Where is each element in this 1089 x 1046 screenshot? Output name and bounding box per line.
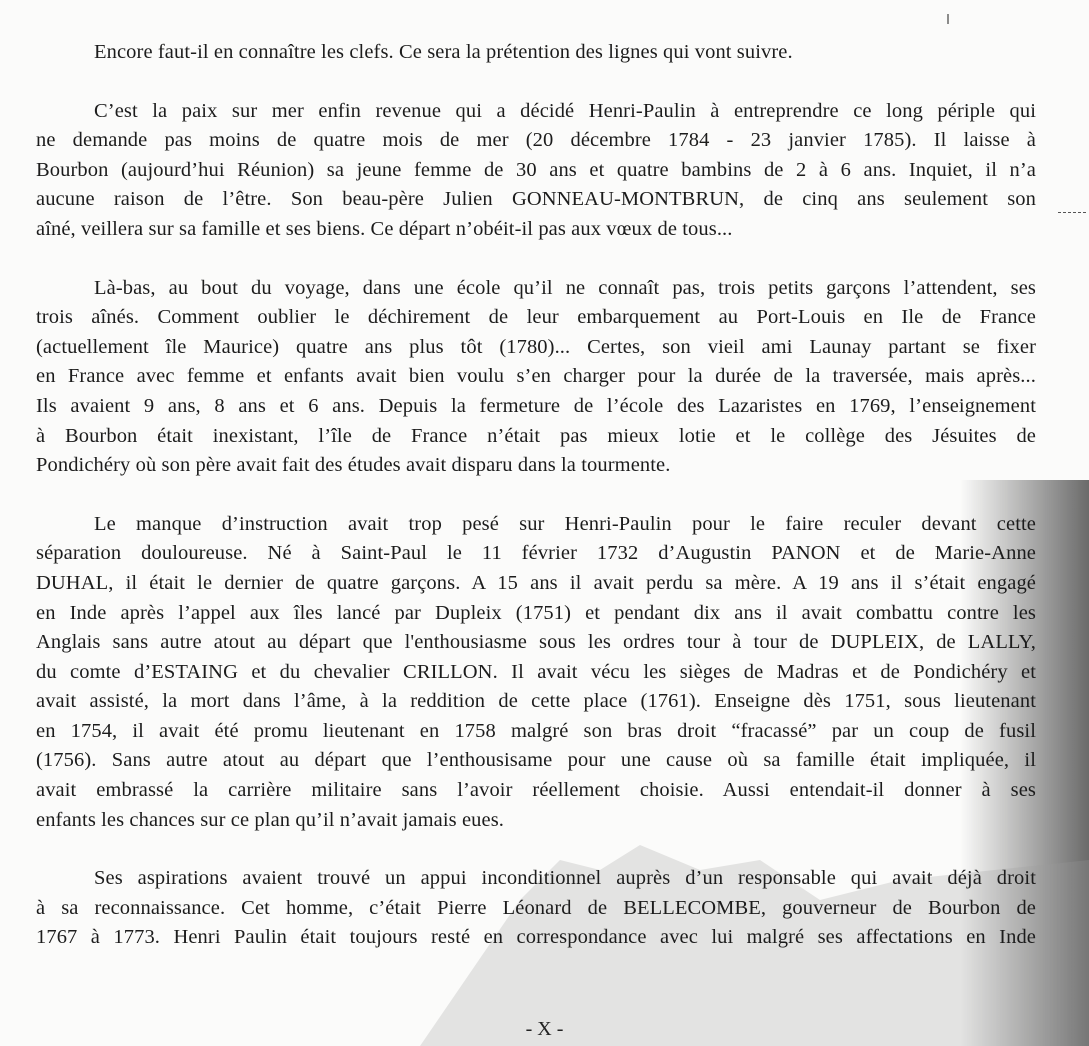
text-line: Le manque d’instruction avait trop pesé sur Henri-Paulin pour le faire reculer devant cette xyxy=(94,512,1036,535)
text-line: Ses aspirations avaient trouvé un appui inconditionnel auprès d’un responsable qui avait déjà droit xyxy=(94,867,1036,890)
text-line: Anglais sans autre atout au départ que l'enthousiasme sous les ordres tour à tour de DUPLEIX, de LALLY, xyxy=(36,631,1036,654)
text-line: en Inde après l’appel aux îles lancé par Dupleix (1751) et pendant dix ans il avait combattu contre les xyxy=(36,601,1036,624)
text-line: Pondichéry où son père avait fait des études avait disparu dans la tourmente. xyxy=(36,454,671,477)
page-number: - X - xyxy=(525,1018,564,1040)
text-line: en 1754, il avait été promu lieutenant en 1758 malgré son bras droit “fracassé” par un coup de fusil xyxy=(36,719,1036,742)
text-line: trois aînés. Comment oublier le déchirement de leur embarquement au Port-Louis en Ile de France xyxy=(36,306,1036,329)
text-line: en France avec femme et enfants avait bien voulu s’en charger pour la durée de la traversée, mais après... xyxy=(36,365,1036,388)
document-body xyxy=(36,38,1036,982)
paragraph-5 xyxy=(36,864,1036,953)
paragraph-1 xyxy=(36,38,1036,68)
text-line: ne demande pas moins de quatre mois de mer (20 décembre 1784 - 23 janvier 1785). Il laisse à xyxy=(36,129,1036,152)
text-line: avait embrassé la carrière militaire sans l’avoir réellement choisie. Aussi entendait-il donner à ses xyxy=(36,779,1036,802)
text-line: Ils avaient 9 ans, 8 ans et 6 ans. Depuis la fermeture de l’école des Lazaristes en 1769, l’enseignement xyxy=(36,394,1036,417)
text-line: Bourbon (aujourd’hui Réunion) sa jeune femme de 30 ans et quatre bambins de 2 à 6 ans. Inquiet, il n’a xyxy=(36,158,1036,181)
text-line: à sa reconnaissance. Cet homme, c’était Pierre Léonard de BELLECOMBE, gouverneur de Bourbon de xyxy=(36,896,1036,919)
text-line: Encore faut-il en connaître les clefs. Ce sera la prétention des lignes qui vont suivre. xyxy=(94,41,793,63)
text-line: (1756). Sans autre atout au départ que l’enthousisame pour une cause où sa famille était impliquée, il xyxy=(36,749,1036,772)
text-line: aîné, veillera sur sa famille et ses biens. Ce départ n’obéit-il pas aux vœux de tous... xyxy=(36,217,733,240)
text-line: C’est la paix sur mer enfin revenue qui a décidé Henri-Paulin à entreprendre ce long périple qui xyxy=(94,99,1036,122)
text-line: du comte d’ESTAING et du chevalier CRILLON. Il avait vécu les sièges de Madras et de Pondichéry et xyxy=(36,660,1036,683)
paragraph-3 xyxy=(36,274,1036,481)
text-line: 1767 à 1773. Henri Paulin était toujours resté en correspondance avec lui malgré ses affectations en Inde xyxy=(36,926,1036,949)
text-line: aucune raison de l’être. Son beau-père Julien GONNEAU-MONTBRUN, de cinq ans seulement son xyxy=(36,188,1036,211)
paragraph-2 xyxy=(36,97,1036,245)
text-line: à Bourbon était inexistant, l’île de France n’était pas mieux lotie et le collège des Jésuites de xyxy=(36,424,1036,447)
text-line: Là-bas, au bout du voyage, dans une école qu’il ne connaît pas, trois petits garçons l’attendent, ses xyxy=(94,276,1036,299)
margin-mark xyxy=(1058,212,1086,213)
text-line: DUHAL, il était le dernier de quatre garçons. A 15 ans il avait perdu sa mère. A 19 ans il s’était engagé xyxy=(36,571,1036,594)
text-line: avait assisté, la mort dans l’âme, à la reddition de cette place (1761). Enseigne dès 1751, sous lieutenant xyxy=(36,690,1036,713)
text-line: enfants les chances sur ce plan qu’il n’avait jamais eues. xyxy=(36,808,505,831)
text-line: séparation douloureuse. Né à Saint-Paul le 11 février 1732 d’Augustin PANON et de Marie-Anne xyxy=(36,542,1036,565)
text-line: (actuellement île Maurice) quatre ans plus tôt (1780)... Certes, son vieil ami Launay partant se fixer xyxy=(36,335,1036,358)
paragraph-4 xyxy=(36,510,1036,836)
